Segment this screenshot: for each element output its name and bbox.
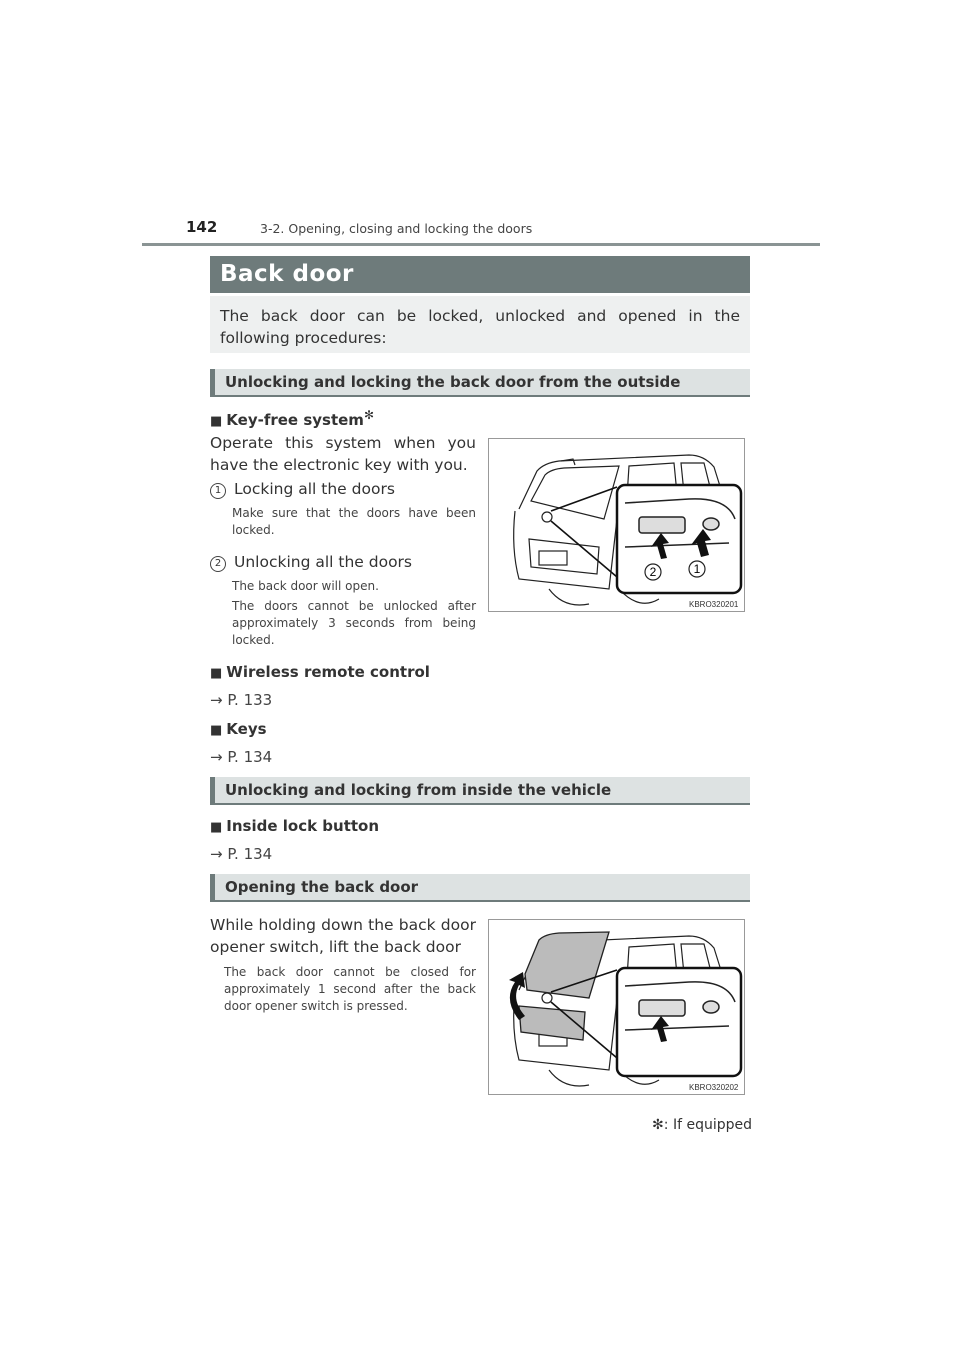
car-rear-opening-illustration: [489, 920, 744, 1094]
keyfree-heading-text: Key-free system: [226, 411, 364, 429]
opening-description: While holding down the back door opener switch, lift the back door: [210, 916, 476, 956]
figure-code-2: KBRO320202: [689, 1083, 739, 1092]
step-2-note-2: The doors cannot be unlocked after approximately 3 seconds from being locked.: [232, 599, 476, 647]
page-number: 142: [186, 218, 218, 236]
step-2-note-1: The back door will open.: [232, 579, 379, 593]
subheading-inside-lock: [210, 817, 379, 835]
intro-text: The back door can be locked, unlocked and opened in the following procedures:: [210, 296, 750, 353]
subheading-keys: [210, 720, 267, 738]
asterisk-mark: ✻: [363, 408, 374, 422]
opening-note: The back door cannot be closed for approximately 1 second after the back door opener switch is pressed.: [224, 965, 476, 1013]
wireless-page-ref[interactable]: → P. 133: [210, 691, 273, 709]
square-bullet-icon: ■: [210, 723, 223, 738]
step-1-note: Make sure that the doors have been locked.: [232, 506, 476, 537]
figure-opening: [488, 919, 745, 1095]
figure-code-1: KBRO320201: [689, 600, 739, 609]
step-1: [210, 480, 395, 499]
step-2: [210, 553, 412, 572]
keys-page-ref[interactable]: → P. 134: [210, 748, 273, 766]
section-heading-inside: Unlocking and locking from inside the vehicle: [210, 777, 750, 805]
section-heading-opening: Opening the back door: [210, 874, 750, 902]
inside-lock-page-ref[interactable]: → P. 134: [210, 845, 273, 863]
step-2-label: Unlocking all the doors: [234, 553, 413, 571]
subheading-wireless: [210, 663, 430, 681]
page-title: Back door: [210, 256, 750, 293]
wireless-heading-text: Wireless remote control: [226, 663, 430, 681]
inside-lock-heading-text: Inside lock button: [226, 817, 380, 835]
step-number-1: 1: [210, 483, 226, 499]
car-rear-illustration: [489, 439, 744, 611]
header-rule: [142, 243, 820, 246]
section-heading-outside: Unlocking and locking the back door from the outside: [210, 369, 750, 397]
keys-heading-text: Keys: [226, 720, 267, 738]
running-header: 3-2. Opening, closing and locking the doors: [260, 221, 533, 236]
keyfree-description: Operate this system when you have the electronic key with you.: [210, 434, 476, 474]
subheading-keyfree: [210, 408, 374, 429]
step-1-label: Locking all the doors: [234, 480, 395, 498]
figure-callout-2: 2: [649, 565, 657, 579]
square-bullet-icon: ■: [210, 666, 223, 681]
square-bullet-icon: ■: [210, 820, 223, 835]
footnote-if-equipped: ✻: If equipped: [652, 1117, 752, 1133]
figure-keyfree: [488, 438, 745, 612]
step-number-2: 2: [210, 556, 226, 572]
square-bullet-icon: ■: [210, 414, 223, 429]
figure-callout-1: 1: [693, 562, 701, 576]
